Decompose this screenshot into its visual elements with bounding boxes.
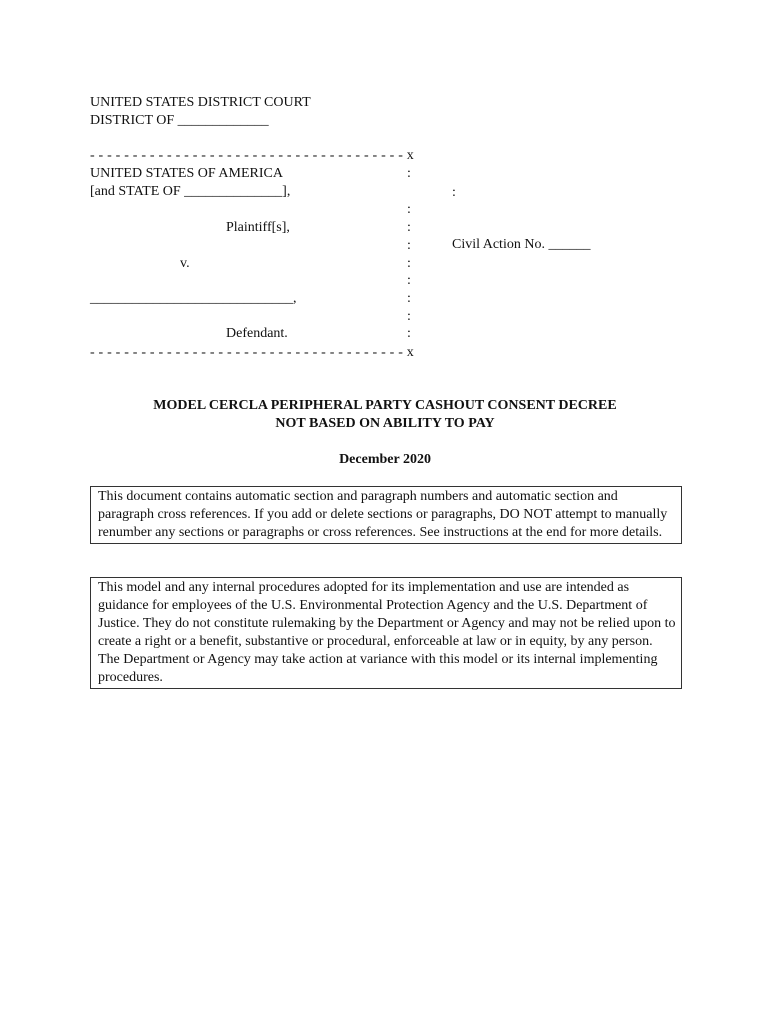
caption-border-top: - - - - - - - - - - - - - - - - - - - - - - - - - - - - - - - - - - - - - x — [90, 148, 414, 163]
caption-colon: : — [407, 202, 411, 217]
court-name: UNITED STATES DISTRICT COURT — [90, 95, 311, 110]
district-line: DISTRICT OF _____________ — [90, 113, 269, 128]
caption-colon: : — [452, 185, 456, 200]
caption-colon: : — [407, 309, 411, 324]
caption-colon: : — [407, 273, 411, 288]
caption-colon: : — [407, 326, 411, 341]
court-heading — [90, 94, 311, 130]
disclaimer-notice: This model and any internal procedures adopted for its implementation and use are intended as guidance for employees of the U.S. Environmental Protection Agency and the U.S. Department of Justice. They do not constitute rulemaking by the Department or Agency and may not be relied upon to create a right or a benefit, substantive or procedural, enforceable at law or in equity, by any person. The Department or Agency may take action at variance with this model or its internal implementing procedures. — [90, 577, 682, 689]
automatic-numbering-notice: This document contains automatic section and paragraph numbers and automatic section and paragraph cross references. If you add or delete sections or paragraphs, DO NOT attempt to manually renumber any sections or paragraphs or cross references. See instructions at the end for more details. — [90, 486, 682, 544]
plaintiff-role: Plaintiff[s], — [226, 220, 290, 235]
caption-colon: : — [407, 220, 411, 235]
civil-action-number: Civil Action No. ______ — [452, 237, 591, 252]
plaintiff-name: UNITED STATES OF AMERICA — [90, 166, 283, 181]
caption-colon: : — [407, 238, 411, 253]
defendant-name: _____________________________, — [90, 291, 297, 306]
versus-label: v. — [180, 256, 190, 271]
caption-colon: : — [407, 166, 411, 181]
document-date: December 2020 — [339, 452, 431, 467]
caption-border-bottom: - - - - - - - - - - - - - - - - - - - - - - - - - - - - - - - - - - - - - x — [90, 345, 414, 360]
document-title: MODEL CERCLA PERIPHERAL PARTY CASHOUT CONSENT DECREE — [153, 398, 617, 413]
defendant-role: Defendant. — [226, 326, 288, 341]
plaintiff-state: [and STATE OF ______________], — [90, 184, 291, 199]
caption-colon: : — [407, 256, 411, 271]
caption-colon: : — [407, 291, 411, 306]
document-subtitle: NOT BASED ON ABILITY TO PAY — [275, 416, 495, 431]
